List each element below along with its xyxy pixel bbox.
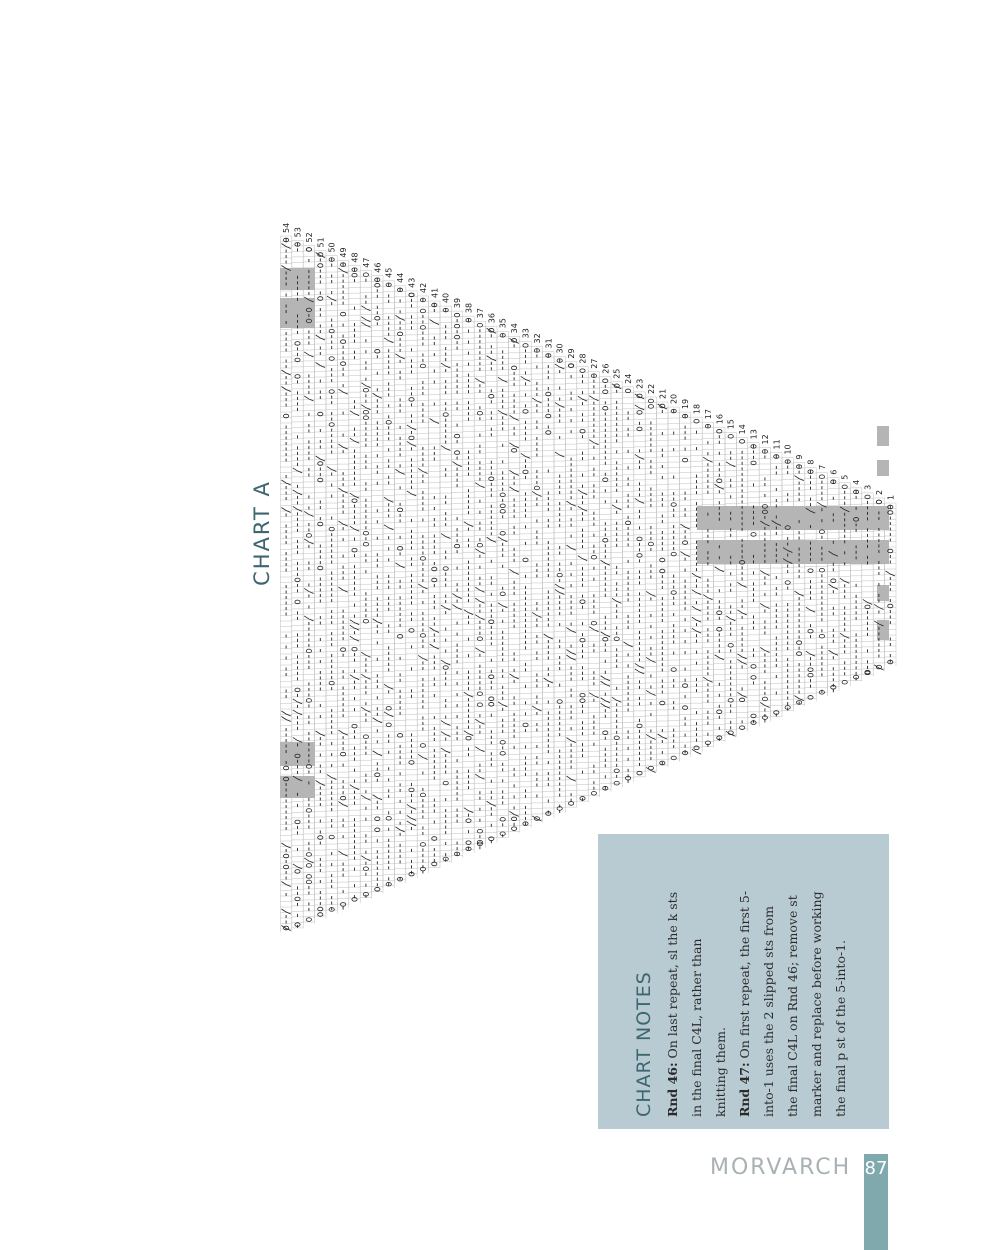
no-stitch-block bbox=[877, 460, 889, 476]
no-stitch-block bbox=[280, 268, 315, 290]
no-stitch-block bbox=[697, 540, 889, 564]
chart-title: CHART A bbox=[250, 480, 274, 586]
no-stitch-block bbox=[697, 506, 889, 530]
chart-grid bbox=[280, 236, 896, 932]
no-stitch-block bbox=[877, 620, 889, 640]
no-stitch-block bbox=[877, 585, 889, 601]
no-stitch-block bbox=[877, 426, 889, 446]
no-stitch-block bbox=[280, 298, 315, 328]
